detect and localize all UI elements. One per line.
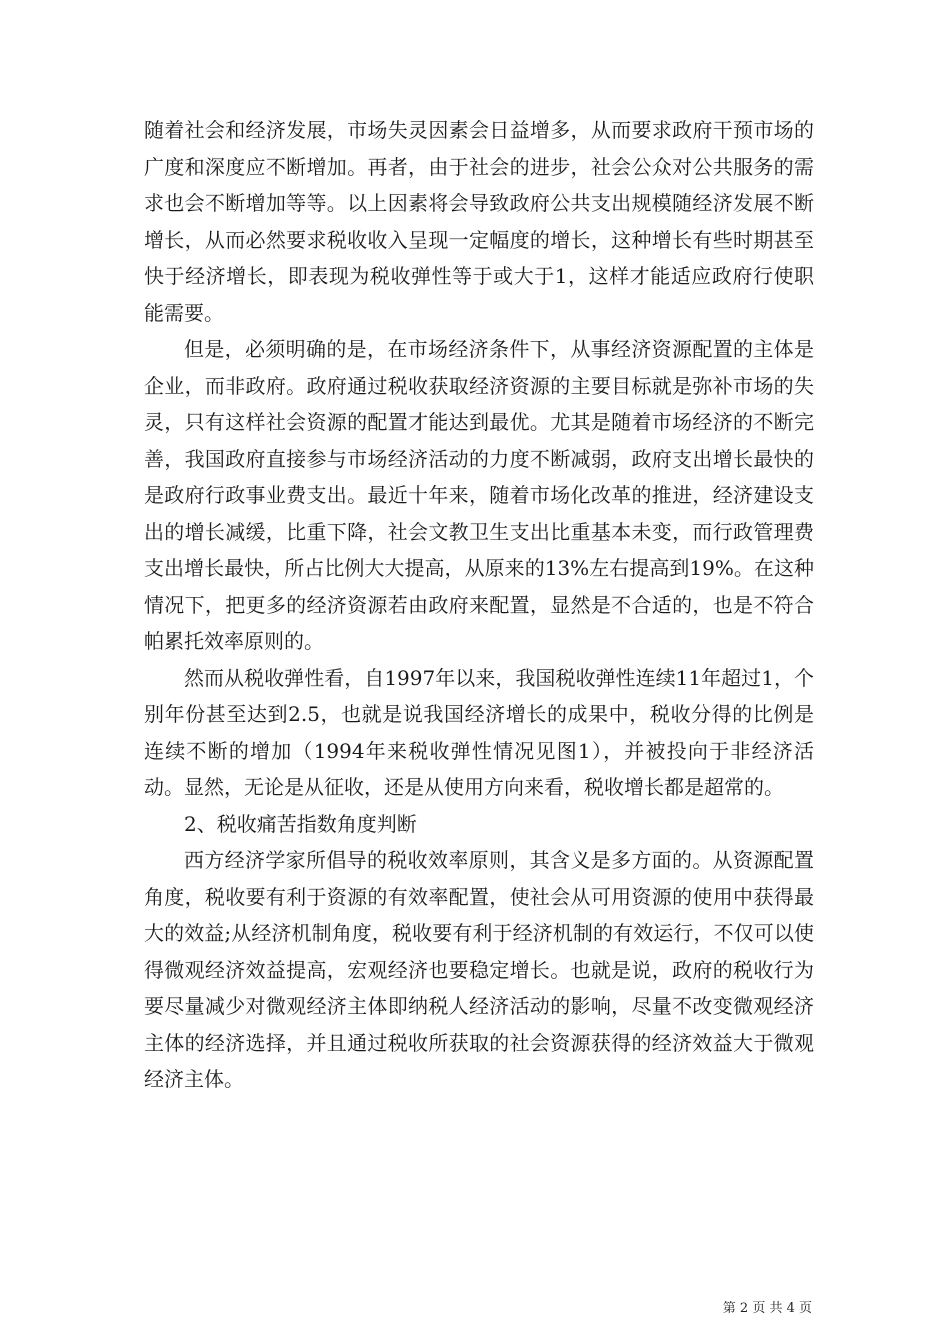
- paragraph-3: 然而从税收弹性看，自1997年以来，我国税收弹性连续11年超过1，个别年份甚至达到2.5，也就是说我国经济增长的成果中，税收分得的比例是连续不断的增加（1994年来税收弹性情况见图1），并被投向于非经济活动。显然，无论是从征收，还是从使用方向来看，税收增长都是超常的。: [144, 665, 814, 799]
- paragraph-4: 西方经济学家所倡导的税收效率原则，其含义是多方面的。从资源配置角度，税收要有利于资源的有效率配置，使社会从可用资源的使用中获得最大的效益;从经济机制角度，税收要有利于经济机制的有效运行，不仅可以使得微观经济效益提高，宏观经济也要稳定增长。也就是说，政府的税收行为要尽量减少对微观经济主体即纳税人经济活动的影响，尽量不改变微观经济主体的经济选择，并且通过税收所获取的社会资源获得的经济效益大于微观经济主体。: [144, 848, 814, 1091]
- page-number-footer: [712, 1300, 812, 1318]
- section-heading: 2、税收痛苦指数角度判断: [184, 811, 417, 836]
- paragraph-2: 但是，必须明确的是，在市场经济条件下，从事经济资源配置的主体是企业，而非政府。政府通过税收获取经济资源的主要目标就是弥补市场的失灵，只有这样社会资源的配置才能达到最优。尤其是随着市场经济的不断完善，我国政府直接参与市场经济活动的力度不断减弱，政府支出增长最快的是政府行政事业费支出。最近十年来，随着市场化改革的推进，经济建设支出的增长减缓，比重下降，社会文教卫生支出比重基本未变，而行政管理费支出增长最快，所占比例大大提高，从原来的13%左右提高到19%。在这种情况下，把更多的经济资源若由政府来配置，显然是不合适的，也是不符合帕累托效率原则的。: [144, 337, 814, 653]
- paragraph-1: 随着社会和经济发展，市场失灵因素会日益增多，从而要求政府干预市场的广度和深度应不断增加。再者，由于社会的进步，社会公众对公共服务的需求也会不断增加等等。以上因素将会导致政府公共支出规模随经济发展不断增长，从而必然要求税收收入呈现一定幅度的增长，这种增长有些时期甚至快于经济增长，即表现为税收弹性等于或大于1，这样才能适应政府行使职能需要。: [144, 118, 814, 325]
- page-number-label: 第 2 页 共 4 页: [722, 1301, 812, 1316]
- body-text: [144, 112, 814, 1098]
